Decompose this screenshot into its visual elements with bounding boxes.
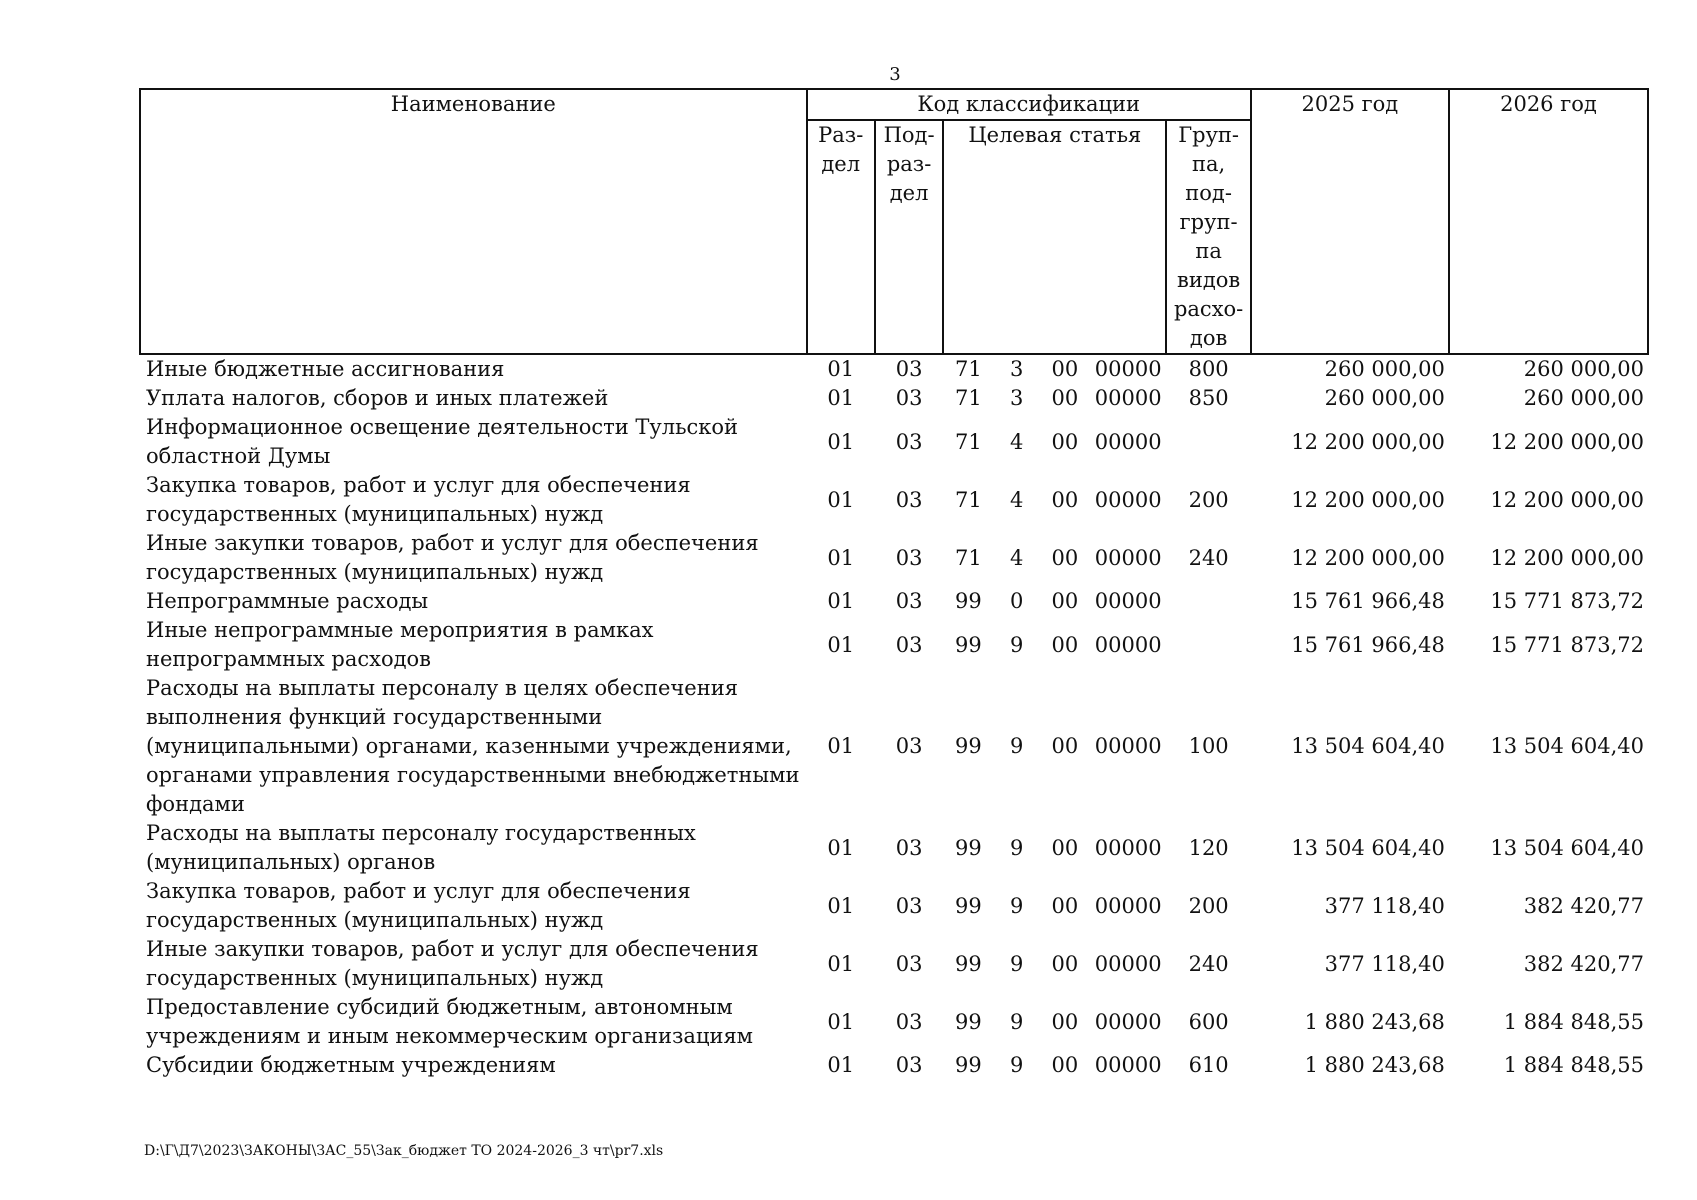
row-target-subprogram: 0: [1009, 589, 1024, 613]
table-row: [140, 674, 1648, 819]
row-target-main: 00: [1051, 429, 1079, 454]
row-target-subprogram: 9: [1009, 1009, 1024, 1034]
row-target-program: 99: [955, 893, 982, 918]
table-row: [140, 529, 1648, 587]
row-amount-2026: 1 884 848,55: [1503, 1009, 1644, 1034]
header-razdel: Раз- дел: [807, 120, 875, 354]
row-target-direction: 00000: [1094, 951, 1162, 976]
row-name: Субсидии бюджетным учреждениям: [146, 1053, 556, 1077]
row-amount-2025: 260 000,00: [1324, 357, 1445, 381]
row-target-direction: 00000: [1094, 545, 1162, 570]
row-amount-2025: 1 880 243,68: [1304, 1053, 1445, 1077]
row-razdel: 01: [827, 487, 855, 512]
row-target-program: 99: [955, 951, 982, 976]
header-year-2026: 2026 год: [1449, 89, 1648, 354]
row-target-direction: 00000: [1094, 835, 1162, 860]
row-amount-2025: 260 000,00: [1324, 386, 1445, 410]
row-razdel: 01: [827, 429, 855, 454]
row-podrazdel: 03: [895, 357, 923, 381]
row-amount-2026: 12 200 000,00: [1490, 545, 1644, 570]
row-amount-2025: 12 200 000,00: [1291, 545, 1445, 570]
table-row: [140, 384, 1648, 413]
row-name: Расходы на выплаты персоналу государственных (муниципальных) органов: [146, 821, 696, 874]
header-podrazdel: Под- раз- дел: [875, 120, 943, 354]
table-header: [140, 89, 1648, 354]
row-razdel: 01: [827, 545, 855, 570]
row-amount-2025: 377 118,40: [1324, 893, 1445, 918]
row-target-program: 99: [955, 734, 982, 758]
row-target-direction: 00000: [1094, 734, 1162, 758]
row-expense-group: [1166, 616, 1250, 674]
row-target-program: 71: [955, 429, 982, 454]
row-amount-2025: 15 761 966,48: [1291, 632, 1445, 657]
row-target-subprogram: 9: [1009, 893, 1024, 918]
row-expense-group: 800: [1188, 357, 1229, 381]
row-expense-group: [1166, 413, 1250, 471]
row-expense-group: 850: [1188, 386, 1229, 410]
row-amount-2025: 1 880 243,68: [1304, 1009, 1445, 1034]
row-name: Уплата налогов, сборов и иных платежей: [146, 386, 609, 410]
row-expense-group: 240: [1188, 951, 1229, 976]
table-row: [140, 354, 1648, 384]
row-amount-2025: 13 504 604,40: [1291, 734, 1445, 758]
row-podrazdel: 03: [895, 632, 923, 657]
row-amount-2025: 15 761 966,48: [1291, 589, 1445, 613]
row-target-program: 71: [955, 487, 982, 512]
row-name: Расходы на выплаты персоналу в целях обеспечения выполнения функций государственными (муниципальными) органами, казенными учреждениями, органами управления государственными внебюджетными фондами: [146, 676, 800, 816]
row-razdel: 01: [827, 632, 855, 657]
row-target-main: 00: [1051, 487, 1079, 512]
row-target-direction: 00000: [1094, 1053, 1162, 1077]
header-target-article: Целевая статья: [943, 120, 1166, 354]
row-amount-2026: 15 771 873,72: [1490, 632, 1644, 657]
row-target-main: 00: [1051, 951, 1079, 976]
row-name: Непрограммные расходы: [146, 589, 429, 613]
row-podrazdel: 03: [895, 429, 923, 454]
row-name: Иные непрограммные мероприятия в рамках непрограммных расходов: [146, 618, 654, 671]
row-razdel: 01: [827, 734, 855, 758]
row-target-main: 00: [1051, 734, 1079, 758]
row-amount-2026: 260 000,00: [1523, 386, 1644, 410]
row-target-subprogram: 9: [1009, 734, 1024, 758]
row-razdel: 01: [827, 835, 855, 860]
row-target-subprogram: 4: [1009, 545, 1024, 570]
row-expense-group: 610: [1188, 1053, 1229, 1077]
row-expense-group: 200: [1188, 487, 1229, 512]
row-razdel: 01: [827, 893, 855, 918]
row-expense-group: 100: [1188, 734, 1229, 758]
row-target-subprogram: 9: [1009, 835, 1024, 860]
row-name: Предоставление субсидий бюджетным, автономным учреждениям и иным некоммерческим организациям: [146, 995, 754, 1048]
row-target-subprogram: 4: [1009, 429, 1024, 454]
row-target-main: 00: [1051, 835, 1079, 860]
page-number: 3: [889, 64, 901, 85]
row-target-main: 00: [1051, 1009, 1079, 1034]
row-target-main: 00: [1051, 545, 1079, 570]
budget-table: [139, 88, 1649, 1080]
table-row: [140, 1051, 1648, 1080]
row-target-subprogram: 4: [1009, 487, 1024, 512]
header-expense-group: Груп- па, под- груп- па видов расхо- дов: [1166, 120, 1250, 354]
row-target-program: 99: [955, 632, 982, 657]
table-row: [140, 877, 1648, 935]
row-podrazdel: 03: [895, 1009, 923, 1034]
header-code-group: Код классификации: [807, 89, 1251, 120]
table-row: [140, 616, 1648, 674]
row-podrazdel: 03: [895, 734, 923, 758]
row-podrazdel: 03: [895, 386, 923, 410]
row-target-direction: 00000: [1094, 386, 1162, 410]
table-row: [140, 413, 1648, 471]
row-podrazdel: 03: [895, 1053, 923, 1077]
row-amount-2025: 13 504 604,40: [1291, 835, 1445, 860]
row-amount-2026: 12 200 000,00: [1490, 487, 1644, 512]
table-row: [140, 471, 1648, 529]
table-row: [140, 993, 1648, 1051]
row-podrazdel: 03: [895, 835, 923, 860]
row-target-subprogram: 9: [1009, 632, 1024, 657]
row-target-subprogram: 9: [1009, 951, 1024, 976]
footer-file-path: D:\Г\Д7\2023\ЗАКОНЫ\ЗАС_55\Зак_бюджет ТО 2024-2026_3 чт\pr7.xls: [144, 1143, 664, 1159]
header-year-2025: 2025 год: [1251, 89, 1449, 354]
row-target-program: 99: [955, 835, 982, 860]
row-name: Иные закупки товаров, работ и услуг для обеспечения государственных (муниципальных) нужд: [146, 937, 759, 990]
row-amount-2026: 1 884 848,55: [1503, 1053, 1644, 1077]
row-amount-2026: 12 200 000,00: [1490, 429, 1644, 454]
row-amount-2026: 382 420,77: [1523, 893, 1644, 918]
row-name: Закупка товаров, работ и услуг для обеспечения государственных (муниципальных) нужд: [146, 473, 691, 526]
row-amount-2026: 13 504 604,40: [1490, 835, 1644, 860]
row-razdel: 01: [827, 589, 855, 613]
row-target-subprogram: 3: [1009, 357, 1024, 381]
row-target-direction: 00000: [1094, 632, 1162, 657]
row-razdel: 01: [827, 386, 855, 410]
row-expense-group: 120: [1188, 835, 1229, 860]
row-amount-2026: 13 504 604,40: [1490, 734, 1644, 758]
row-podrazdel: 03: [895, 951, 923, 976]
row-name: Закупка товаров, работ и услуг для обеспечения государственных (муниципальных) нужд: [146, 879, 691, 932]
row-expense-group: [1166, 587, 1250, 616]
row-podrazdel: 03: [895, 589, 923, 613]
row-target-direction: 00000: [1094, 893, 1162, 918]
row-target-direction: 00000: [1094, 357, 1162, 381]
row-razdel: 01: [827, 1053, 855, 1077]
row-amount-2025: 377 118,40: [1324, 951, 1445, 976]
row-name: Иные закупки товаров, работ и услуг для обеспечения государственных (муниципальных) нужд: [146, 531, 759, 584]
row-amount-2025: 12 200 000,00: [1291, 429, 1445, 454]
row-name: Иные бюджетные ассигнования: [146, 357, 505, 381]
row-target-subprogram: 3: [1009, 386, 1024, 410]
row-target-main: 00: [1051, 386, 1079, 410]
row-target-direction: 00000: [1094, 589, 1162, 613]
row-target-program: 99: [955, 1053, 982, 1077]
table-row: [140, 935, 1648, 993]
row-target-program: 71: [955, 357, 982, 381]
row-target-main: 00: [1051, 357, 1079, 381]
row-target-main: 00: [1051, 1053, 1079, 1077]
row-podrazdel: 03: [895, 893, 923, 918]
row-target-subprogram: 9: [1009, 1053, 1024, 1077]
row-target-direction: 00000: [1094, 1009, 1162, 1034]
row-razdel: 01: [827, 357, 855, 381]
row-target-direction: 00000: [1094, 429, 1162, 454]
row-target-program: 71: [955, 545, 982, 570]
row-target-program: 71: [955, 386, 982, 410]
row-target-main: 00: [1051, 893, 1079, 918]
row-target-program: 99: [955, 589, 982, 613]
row-target-direction: 00000: [1094, 487, 1162, 512]
table-row: [140, 587, 1648, 616]
row-target-main: 00: [1051, 589, 1079, 613]
row-expense-group: 600: [1188, 1009, 1229, 1034]
row-podrazdel: 03: [895, 487, 923, 512]
row-amount-2026: 260 000,00: [1523, 357, 1644, 381]
row-amount-2025: 12 200 000,00: [1291, 487, 1445, 512]
row-expense-group: 200: [1188, 893, 1229, 918]
row-amount-2026: 382 420,77: [1523, 951, 1644, 976]
row-target-main: 00: [1051, 632, 1079, 657]
row-razdel: 01: [827, 1009, 855, 1034]
row-expense-group: 240: [1188, 545, 1229, 570]
row-target-program: 99: [955, 1009, 982, 1034]
row-amount-2026: 15 771 873,72: [1490, 589, 1644, 613]
row-podrazdel: 03: [895, 545, 923, 570]
row-razdel: 01: [827, 951, 855, 976]
table-body: [140, 354, 1648, 1080]
table-row: [140, 819, 1648, 877]
row-name: Информационное освещение деятельности Тульской областной Думы: [146, 415, 739, 468]
header-name: Наименование: [140, 89, 807, 354]
